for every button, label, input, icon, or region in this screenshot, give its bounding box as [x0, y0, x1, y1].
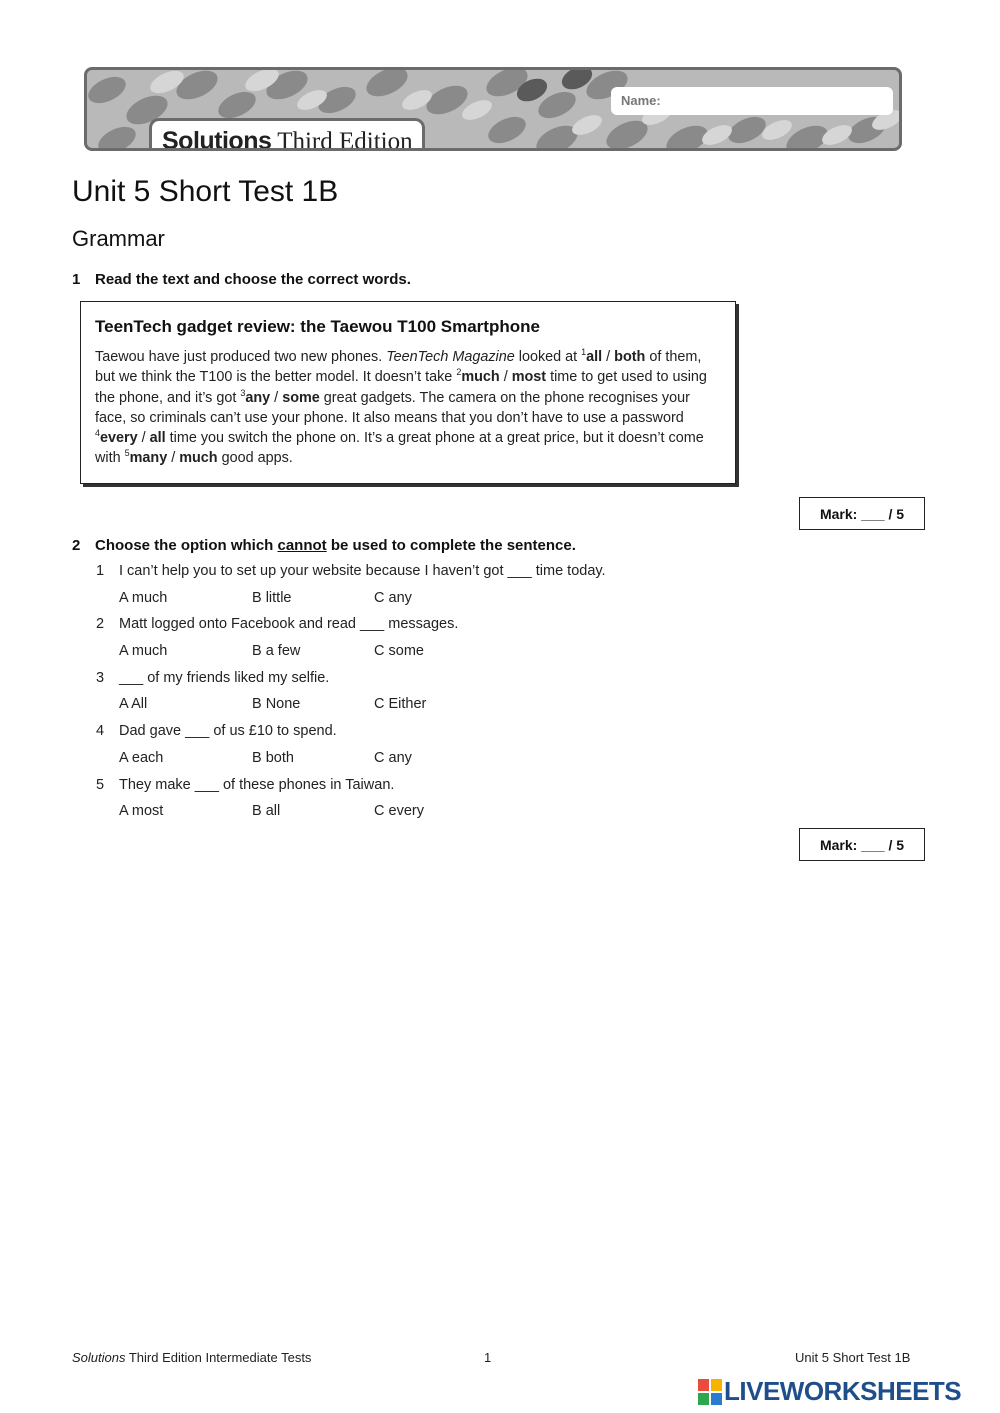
- gap-1-option-a[interactable]: all: [586, 349, 603, 365]
- exercise-1-text: Read the text and choose the correct words.: [95, 271, 411, 288]
- q2-option-c[interactable]: C some: [374, 643, 424, 659]
- name-label: Name:: [621, 93, 661, 108]
- page-title: Unit 5 Short Test 1B: [72, 175, 339, 208]
- exercise-2-mark: Mark: ___ / 5: [799, 828, 925, 861]
- q1-option-c[interactable]: C any: [374, 590, 412, 606]
- exercise-1-number: 1: [72, 271, 81, 288]
- reading-text-box: [80, 301, 736, 484]
- question-3: 3 ___ of my friends liked my selfie.: [96, 670, 330, 686]
- brand-bold: Solutions: [162, 127, 272, 151]
- q1-option-a[interactable]: A much: [119, 590, 168, 606]
- q2-option-a[interactable]: A much: [119, 643, 168, 659]
- name-field[interactable]: [611, 87, 893, 115]
- q4-option-c[interactable]: C any: [374, 750, 412, 766]
- section-title: Grammar: [72, 226, 165, 251]
- question-1: 1 I can’t help you to set up your website because I haven’t got ___ time today.: [96, 563, 606, 579]
- watermark-text: LIVEWORKSHEETS: [724, 1376, 962, 1406]
- gap-3-option-a[interactable]: any: [245, 389, 271, 406]
- gap-4-option-b[interactable]: all: [149, 430, 166, 447]
- cannot-underlined: cannot: [277, 537, 327, 554]
- gap-5-option-a[interactable]: many: [129, 450, 168, 467]
- q3-option-b[interactable]: B None: [252, 696, 301, 712]
- liveworksheets-logo-icon: [698, 1379, 722, 1405]
- exercise-1-mark: Mark: ___ / 5: [799, 497, 925, 530]
- gap-3-option-b[interactable]: some: [282, 389, 320, 406]
- q5-option-a[interactable]: A most: [119, 803, 164, 819]
- reading-paragraph: Taewou have just produced two new phones. TeenTech Magazine looked at $^1$all / both of them, but we think the T100 is the better model. It doesn’t take $^2$much / most time to get used to using the phone, and it’s got $^3$any / some great gadgets. The camera on the phone recognises your face, so criminals can’t use your phone. It also means that you don’t have to use a password $^4$every / all time you switch the phone on. It’s a great phone at a great price, but it doesn’t come with $^5$many / much good apps.: [95, 347, 707, 467]
- footer-right: Unit 5 Short Test 1B: [795, 1350, 911, 1365]
- exercise-2-number: 2: [72, 537, 81, 554]
- q1-option-b[interactable]: B little: [252, 590, 292, 606]
- exercise-2-instruction: 2 Choose the option which cannot be used to complete the sentence.: [72, 537, 576, 554]
- q4-option-a[interactable]: A each: [119, 750, 164, 766]
- brand-rest: Third Edition: [271, 128, 413, 151]
- gap-5-option-b[interactable]: much: [179, 450, 218, 467]
- brand-logo: [149, 118, 425, 151]
- header-banner: [84, 67, 902, 151]
- page-number: 1: [484, 1350, 492, 1365]
- question-5: 5 They make ___ of these phones in Taiwan.: [96, 777, 395, 793]
- gap-2-option-b[interactable]: most: [511, 369, 547, 386]
- q2-option-b[interactable]: B a few: [252, 643, 301, 659]
- reading-title: TeenTech gadget review: the Taewou T100 Smartphone: [95, 317, 540, 336]
- liveworksheets-watermark: [698, 1376, 961, 1407]
- question-2: 2 Matt logged onto Facebook and read ___ messages.: [96, 616, 459, 632]
- q3-option-c[interactable]: C Either: [374, 696, 427, 712]
- q5-option-c[interactable]: C every: [374, 803, 424, 819]
- q4-option-b[interactable]: B both: [252, 750, 294, 766]
- footer-left: Solutions Third Edition Intermediate Tests: [72, 1350, 312, 1365]
- gap-2-option-a[interactable]: much: [461, 369, 500, 386]
- q3-option-a[interactable]: A All: [119, 696, 148, 712]
- q5-option-b[interactable]: B all: [252, 803, 281, 819]
- gap-4-option-a[interactable]: every: [100, 430, 138, 447]
- question-4: 4 Dad gave ___ of us £10 to spend.: [96, 723, 337, 739]
- gap-1-option-b[interactable]: both: [614, 349, 646, 365]
- exercise-1-instruction: [72, 271, 411, 288]
